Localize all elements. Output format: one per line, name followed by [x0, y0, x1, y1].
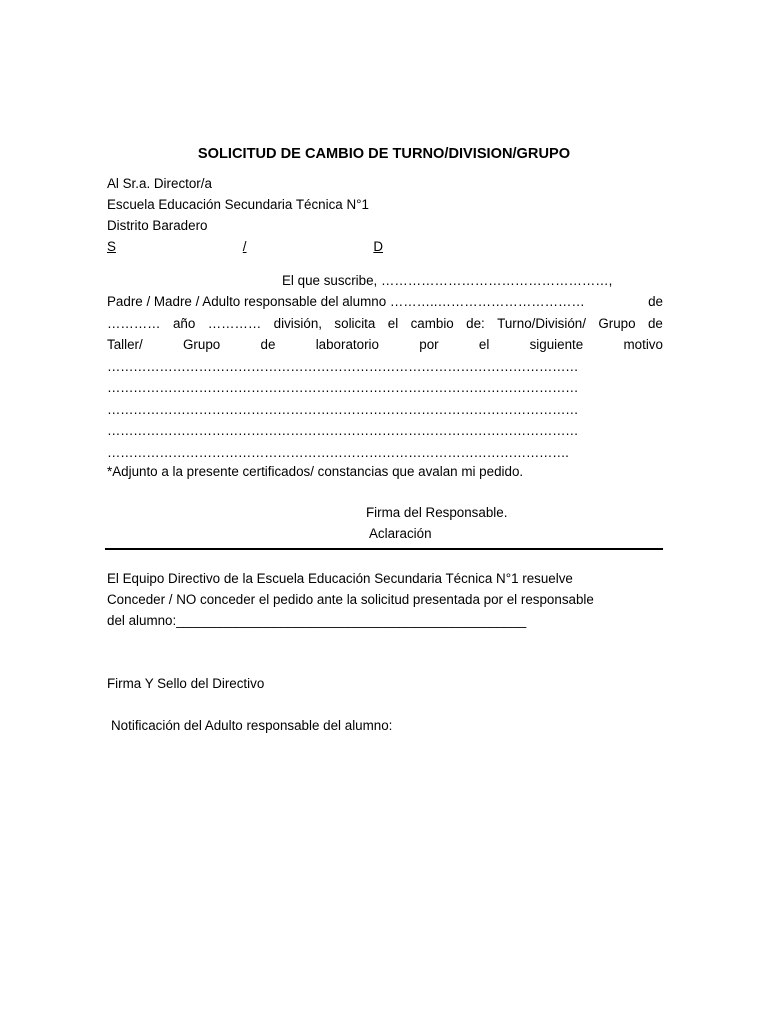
request-division-word: de: [647, 316, 663, 331]
reason-dot-line: ………………………………………………………………………………………………: [107, 359, 579, 374]
sd-salutation: [107, 239, 383, 255]
request-parent-de: de: [648, 294, 663, 309]
reason-dot-line: ………………………………………………………………………………………………: [107, 402, 579, 417]
request-reason-word: Grupo: [183, 337, 221, 352]
request-division-word: Grupo: [598, 316, 636, 331]
request-reason-word: por: [419, 337, 439, 352]
resolution-line-1: El Equipo Directivo de la Escuela Educación Secundaria Técnica N°1 resuelve: [107, 571, 573, 586]
sd-mid: /: [242, 239, 247, 254]
request-reason-word: motivo: [623, 337, 663, 352]
request-reason-word: Taller/: [107, 337, 143, 352]
attachment-note: *Adjunto a la presente certificados/ constancias que avalan mi pedido.: [107, 464, 524, 479]
request-line-division: [107, 316, 663, 332]
request-line-reason: [107, 337, 663, 353]
request-division-word: cambio: [410, 316, 454, 331]
sd-right: D: [373, 239, 383, 254]
request-division-word: año: [172, 316, 196, 331]
request-parent-text: Padre / Madre / Adulto responsable del alumno ………..……………………………: [107, 294, 585, 309]
sd-left: S: [107, 239, 116, 254]
section-divider: [105, 548, 663, 550]
request-division-word: división,: [273, 316, 323, 331]
request-reason-word: el: [478, 337, 490, 352]
request-division-word: el: [387, 316, 399, 331]
request-division-word: …………: [107, 316, 161, 331]
request-reason-word: de: [260, 337, 276, 352]
reason-dot-line: …………………………………………………………………………………………….: [107, 445, 569, 460]
director-signature-label: Firma Y Sello del Directivo: [107, 676, 265, 691]
request-line-parent: [107, 294, 663, 310]
reason-dot-line: ………………………………………………………………………………………………: [107, 380, 579, 395]
clarification-label: Aclaración: [369, 526, 432, 541]
request-line-subscriber: El que suscribe, ……………………………………………,: [282, 273, 613, 288]
resolution-line-2: Conceder / NO conceder el pedido ante la solicitud presentada por el responsable: [107, 592, 594, 607]
request-reason-word: siguiente: [529, 337, 584, 352]
request-division-word: de:: [466, 316, 485, 331]
request-reason-word: laboratorio: [315, 337, 379, 352]
signature-label: Firma del Responsable.: [366, 505, 508, 520]
parent-notification-label: Notificación del Adulto responsable del alumno:: [111, 718, 393, 733]
document-title: SOLICITUD DE CAMBIO DE TURNO/DIVISION/GRUPO: [197, 146, 571, 162]
addressee-school: Escuela Educación Secundaria Técnica N°1: [107, 197, 369, 212]
request-division-word: …………: [207, 316, 262, 331]
addressee-director: Al Sr.a. Director/a: [107, 176, 212, 191]
request-division-word: solicita: [334, 316, 376, 331]
reason-dot-line: ………………………………………………………………………………………………: [107, 423, 579, 438]
resolution-line-3: del alumno:_______________________________________________: [107, 613, 527, 628]
addressee-district: Distrito Baradero: [107, 218, 208, 233]
request-division-word: Turno/División/: [497, 316, 586, 331]
